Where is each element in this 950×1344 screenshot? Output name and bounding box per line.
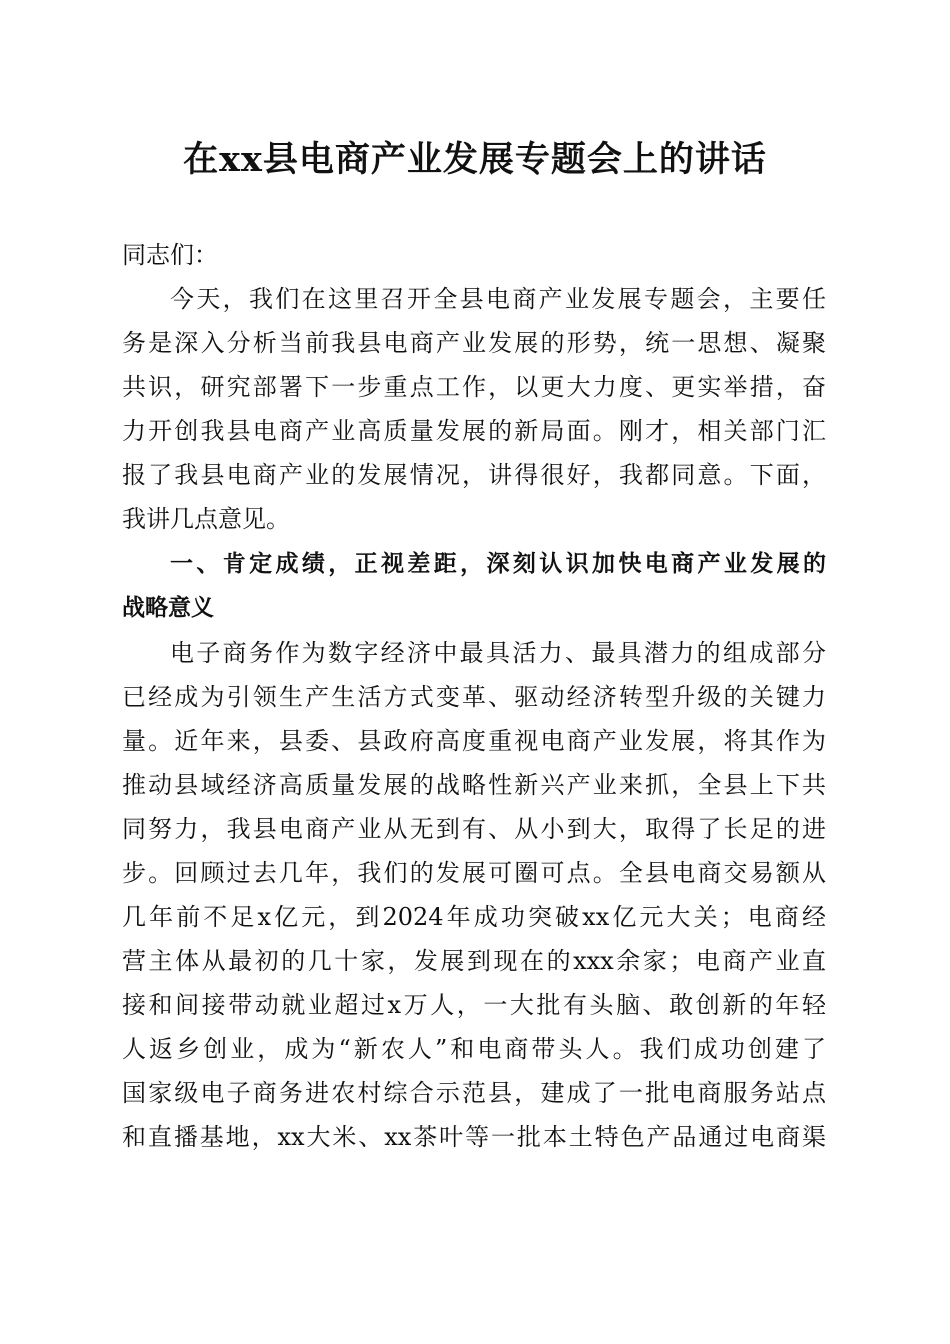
greeting: 同志们：: [122, 241, 218, 269]
intro-line: 报了我县电商产业的发展情况，讲得很好，我都同意。下面，: [122, 461, 826, 489]
body-line: 电子商务作为数字经济中最具活力、最具潜力的组成部分: [170, 639, 826, 667]
intro-line: 今天，我们在这里召开全县电商产业发展专题会，主要任: [170, 285, 826, 313]
intro-line: 务是深入分析当前我县电商产业发展的形势，统一思想、凝聚: [122, 329, 826, 357]
body-line: 几年前不足x亿元，到2024年成功突破xx亿元大关；电商经: [122, 903, 826, 931]
section-heading: 战略意义: [122, 595, 214, 621]
body-line: 推动县域经济高质量发展的战略性新兴产业来抓，全县上下共: [122, 771, 826, 799]
intro-line: 力开创我县电商产业高质量发展的新局面。刚才，相关部门汇: [122, 417, 826, 445]
body-line: 人返乡创业，成为“新农人”和电商带头人。我们成功创建了: [122, 1035, 826, 1063]
intro-line: 我讲几点意见。: [122, 505, 290, 533]
body-line: 接和间接带动就业超过x万人，一大批有头脑、敢创新的年轻: [122, 991, 826, 1019]
body-line: 和直播基地，xx大米、xx茶叶等一批本土特色产品通过电商渠: [122, 1123, 826, 1151]
body-line: 同努力，我县电商产业从无到有、从小到大，取得了长足的进: [122, 815, 826, 843]
document-title: 在xx县电商产业发展专题会上的讲话: [183, 139, 767, 180]
section-heading: 一、肯定成绩，正视差距，深刻认识加快电商产业发展的: [170, 551, 826, 577]
body-line: 国家级电子商务进农村综合示范县，建成了一批电商服务站点: [122, 1079, 826, 1107]
body-line: 量。近年来，县委、县政府高度重视电商产业发展，将其作为: [122, 727, 826, 755]
body-line: 营主体从最初的几十家，发展到现在的xxx余家；电商产业直: [122, 947, 826, 975]
body-line: 已经成为引领生产生活方式变革、驱动经济转型升级的关键力: [122, 683, 826, 711]
intro-line: 共识，研究部署下一步重点工作，以更大力度、更实举措，奋: [122, 373, 826, 401]
body-line: 步。回顾过去几年，我们的发展可圈可点。全县电商交易额从: [122, 859, 826, 887]
